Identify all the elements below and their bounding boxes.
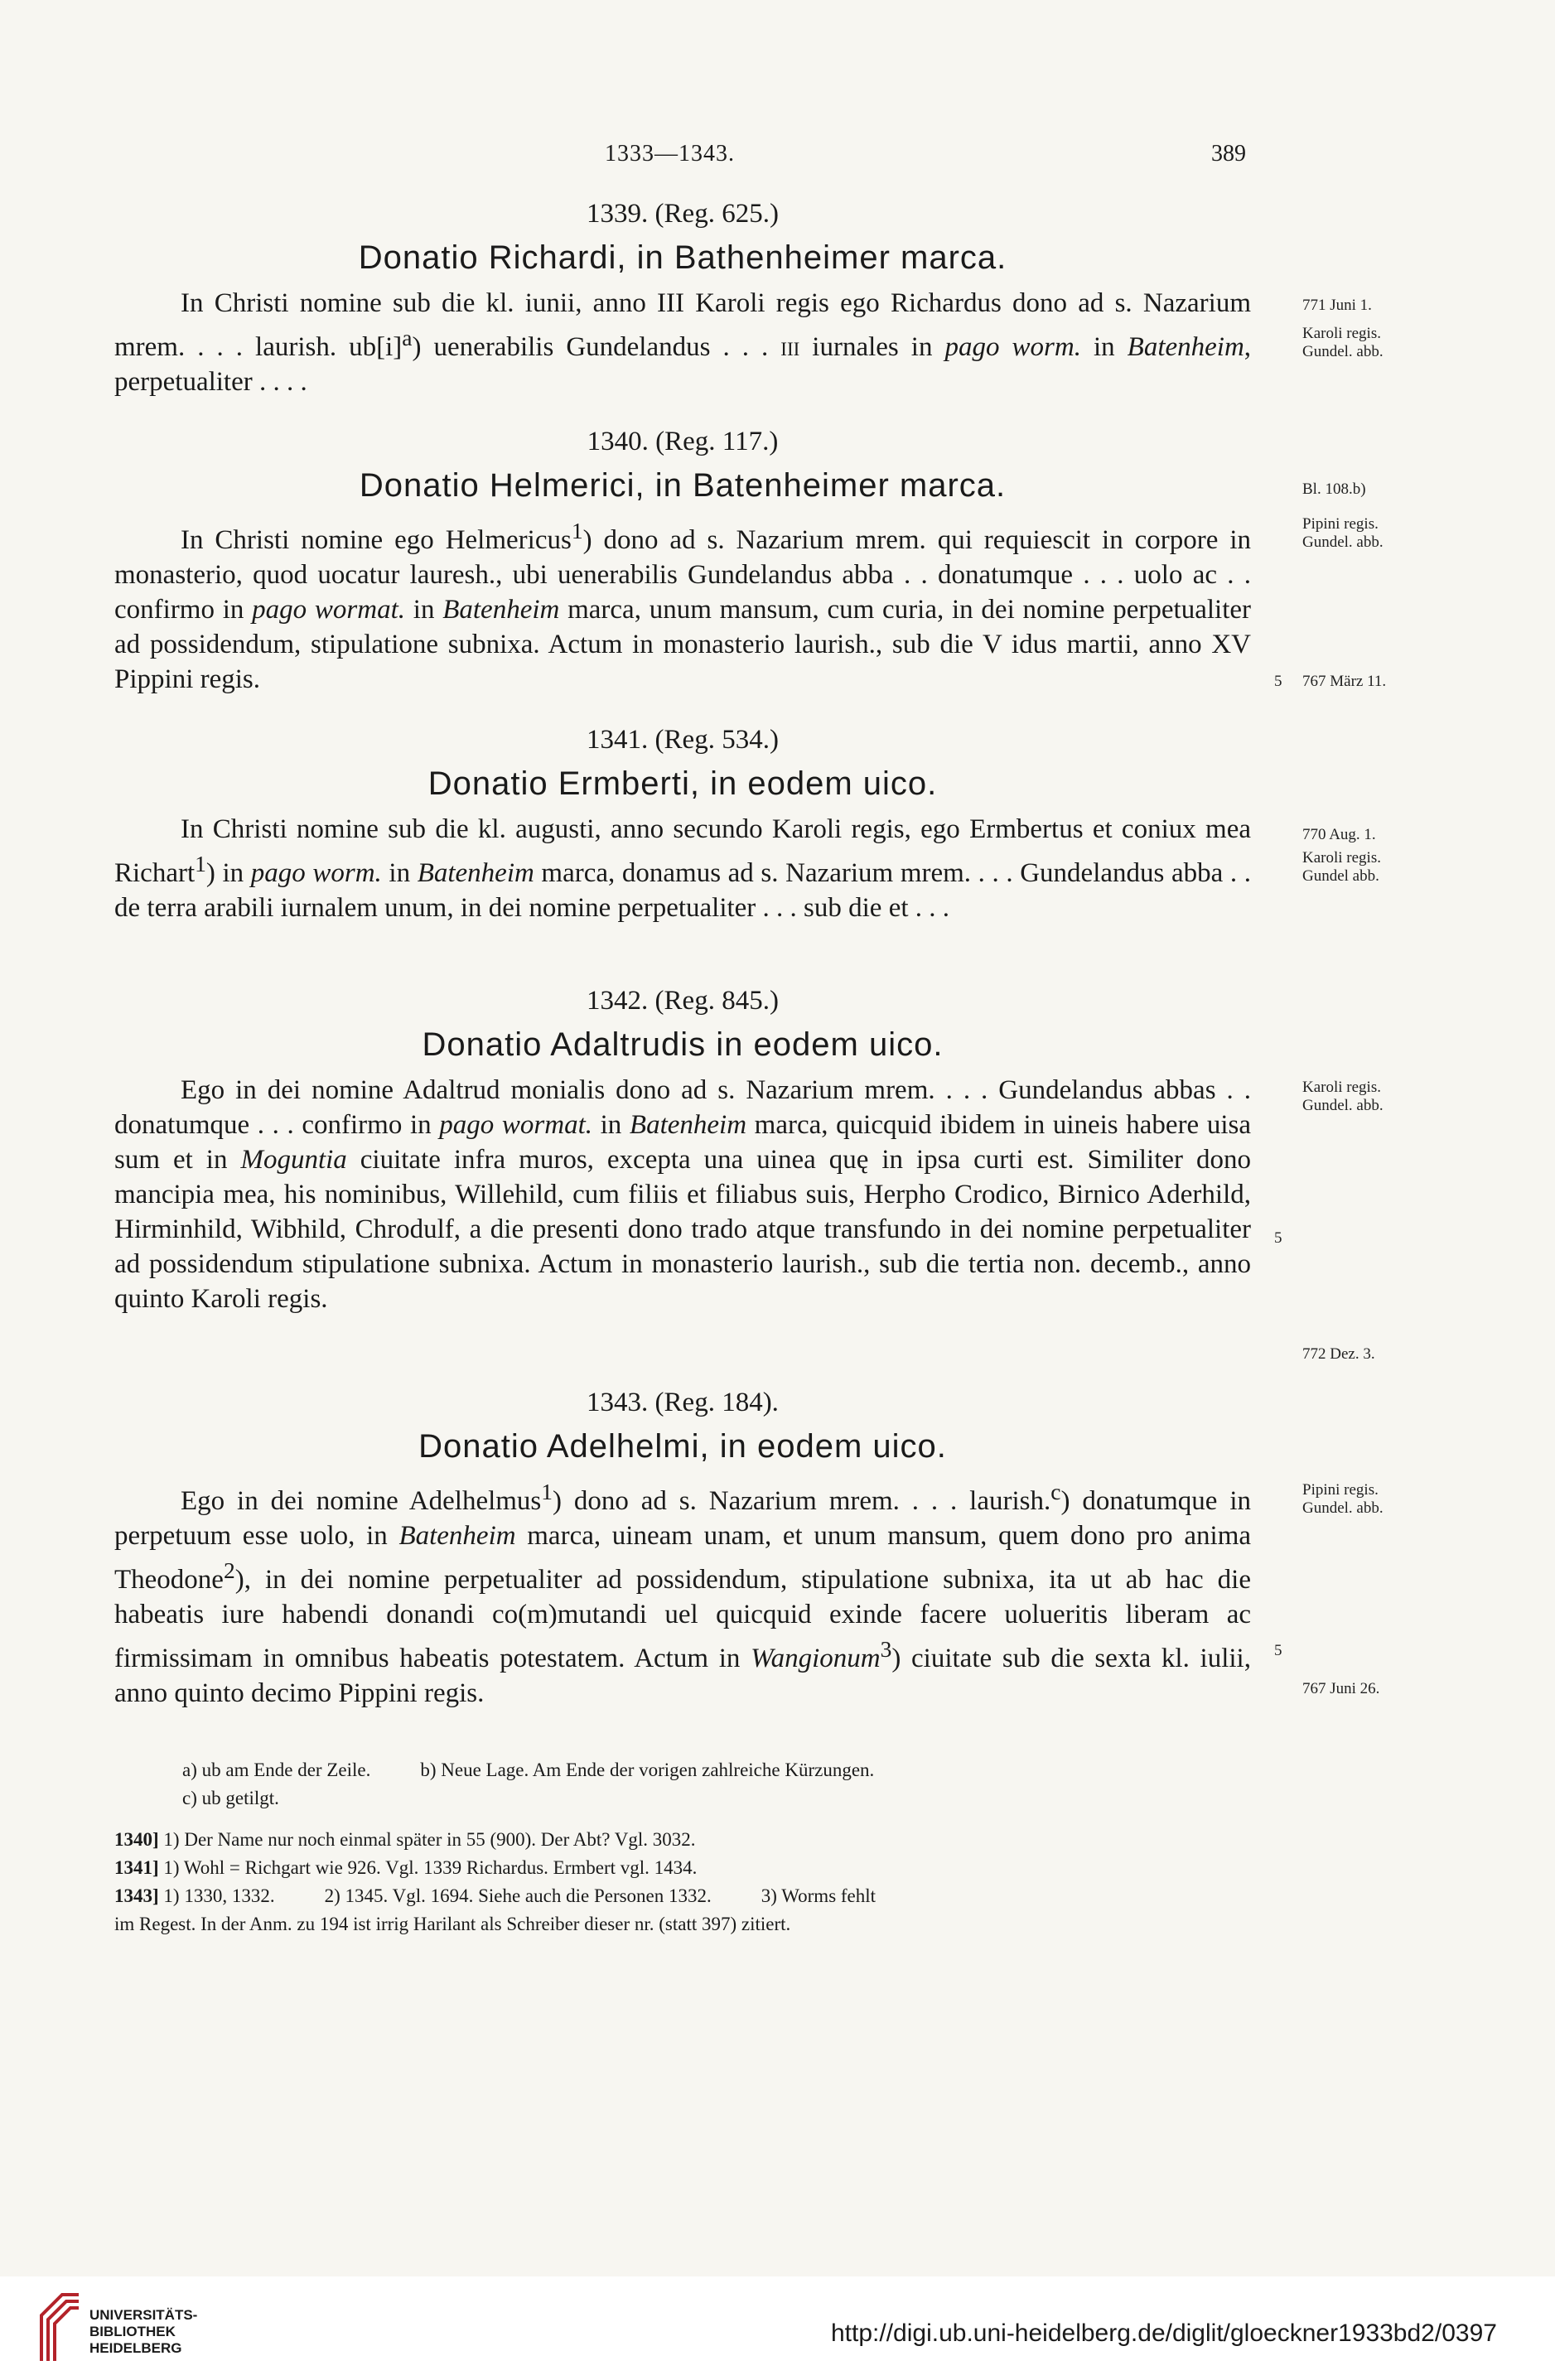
- margin-note: Karoli regis. Gundel abb.: [1302, 849, 1381, 885]
- line-number: 5: [1274, 1229, 1282, 1247]
- entry-number: 1340. (Reg. 117.): [587, 427, 779, 456]
- footnote-1341: 1) Wohl = Richgart wie 926. Vgl. 1339 Richardus. Ermbert vgl. 1434.: [163, 1857, 698, 1878]
- page-number: 389: [1211, 141, 1246, 167]
- library-logo-icon: [33, 2286, 83, 2369]
- footnote-ref: 1341]: [114, 1857, 159, 1878]
- footnote-1343-2: 2) 1345. Vgl. 1694. Siehe auch die Personen 1332.: [324, 1885, 712, 1906]
- footnotes: [114, 1756, 1251, 1938]
- running-head: [0, 141, 1555, 174]
- footnote-row: [114, 1826, 1251, 1854]
- footnote-b: b) Neue Lage. Am Ende der vorigen zahlreiche Kürzungen.: [420, 1760, 875, 1780]
- margin-date: 772 Dez. 3.: [1302, 1345, 1375, 1363]
- entry-title: Donatio Helmerici, in Batenheimer marca.: [359, 467, 1007, 504]
- footnote-row: [114, 1882, 1251, 1910]
- footnote-1343-3: 3) Worms fehlt: [761, 1885, 876, 1906]
- entry-1342: [114, 982, 1251, 1316]
- line-number: 5: [1274, 1642, 1282, 1659]
- margin-note: Pipini regis. Gundel. abb.: [1302, 1481, 1384, 1517]
- footnote-row: [114, 1784, 1251, 1813]
- entry-body: In Christi nomine sub die kl. augusti, anno secundo Karoli regis, ego Ermbertus et coniux mea Richart$^1$) in pago worm. in Batenheim marca, donamus ad s. Nazarium mrem. . . . Gundelandus abba . . de terra arabili iurnalem unum, in dei nomine perpetualiter . . . sub die et . . .: [114, 814, 1251, 923]
- margin-date: 771 Juni 1.: [1302, 297, 1372, 314]
- library-name-line: HEIDELBERG: [89, 2340, 182, 2356]
- entry-body: Ego in dei nomine Adaltrud monialis dono ad s. Nazarium mrem. . . . Gundelandus abbas . . donatumque . . . confirmo in pago wormat. in Batenheim marca, quicquid ibidem in uineis habere uisa sum et in Moguntia ciuitate infra muros, excepta una uinea quę in ipsa curti est. Similiter dono mancipia mea, his nominibus, Willehild, cum filiis et filiabus suis, Herpho Crodico, Birnico Aderhild, Hirminhild, Wibhild, Chrodulf, a die presenti dono trado atque transfundo in dei nomine perpetualiter ad possidendum stipulatione subnixa. Actum in monasterio laurish., sub die tertia non. decemb., anno quinto Karoli regis.: [114, 1075, 1251, 1314]
- margin-date: 767 März 11.: [1302, 673, 1387, 690]
- entry-title: Donatio Ermberti, in eodem uico.: [427, 765, 938, 802]
- entry-body: In Christi nomine sub die kl. iunii, anno III Karoli regis ego Richardus dono ad s. Nazarium mrem. . . . laurish. $ub[i]^a$) uenerabilis Gundelandus . . . iii iurnales in pago worm. in Batenheim, perpetualiter . . . .: [114, 288, 1252, 397]
- footnote-row: [114, 1910, 1251, 1938]
- entry-number: 1343. (Reg. 184).: [587, 1388, 779, 1417]
- library-name-line: BIBLIOTHEK: [89, 2324, 176, 2339]
- margin-note: Pipini regis. Gundel. abb.: [1302, 515, 1384, 551]
- entry-title: Donatio Adaltrudis in eodem uico.: [422, 1026, 944, 1063]
- margin-note: Karoli regis. Gundel. abb.: [1302, 1079, 1384, 1114]
- running-head-range: 1333—1343.: [605, 141, 735, 167]
- margin-date: 767 Juni 26.: [1302, 1680, 1380, 1697]
- entry-1341: [114, 721, 1251, 925]
- entry-number: 1342. (Reg. 845.): [587, 986, 779, 1016]
- margin-note: Karoli regis. Gundel. abb.: [1302, 325, 1384, 360]
- entry-1339: [114, 195, 1251, 399]
- margin-date: 770 Aug. 1.: [1302, 826, 1376, 843]
- footnote-1343-1: 1) 1330, 1332.: [163, 1885, 275, 1906]
- library-name: [89, 2307, 197, 2357]
- footnote-1340: 1) Der Name nur noch einmal später in 55 (900). Der Abt? Vgl. 3032.: [163, 1829, 696, 1850]
- entry-title: Donatio Adelhelmi, in eodem uico.: [418, 1428, 947, 1465]
- margin-sheet-mark: Bl. 108.b): [1302, 480, 1366, 498]
- entry-1343: [114, 1383, 1251, 1711]
- footnote-ref: 1343]: [114, 1885, 159, 1906]
- footnote-ref: 1340]: [114, 1829, 159, 1850]
- footnote-a: a) ub am Ende der Zeile.: [182, 1760, 371, 1780]
- library-name-line: UNIVERSITÄTS-: [89, 2307, 198, 2323]
- footnote-c: c) ub getilgt.: [182, 1788, 279, 1808]
- source-url-link[interactable]: http://digi.ub.uni-heidelberg.de/diglit/gloeckner1933bd2/0397: [831, 2320, 1497, 2347]
- footnote-row: [114, 1756, 1251, 1784]
- entry-1340: [114, 422, 1251, 697]
- entry-body: Ego in dei nomine Adelhelmus$^1$) dono ad s. Nazarium mrem. . . . laurish.$^c$) donatumque in perpetuum esse uolo, in Batenheim marca, uineam unam, et unum mansum, quem dono pro anima Theodone$^2$), in dei nomine perpetualiter ad possidendum, stipulatione subnixa, ita ut ab hac die habeatis iure habendi donandi co(m)mutandi uel quicquid exinde facere uolueritis liberam ac firmissimam in omnibus habeatis potestatem. Actum in Wangionum$^3$) ciuitate sub die sexta kl. iulii, anno quinto decimo Pippini regis.: [114, 1479, 1252, 1708]
- line-number: 5: [1274, 673, 1282, 690]
- logo-strokes: [41, 2295, 79, 2361]
- entry-title: Donatio Richardi, in Bathenheimer marca.: [358, 239, 1007, 276]
- entry-number: 1339. (Reg. 625.): [587, 199, 779, 229]
- entry-number: 1341. (Reg. 534.): [587, 725, 779, 755]
- entry-body: In Christi nomine ego Helmericus$^1$) dono ad s. Nazarium mrem. qui requiescit in corpore in monasterio, quod uocatur lauresh., ubi uenerabilis Gundelandus abba . . donatumque . . . uolo ac . . confirmo in pago wormat. in Batenheim marca, unum mansum, cum curia, in dei nomine perpetualiter ad possidendum, stipulatione subnixa. Actum in monasterio laurish., sub die V idus martii, anno XV Pippini regis.: [114, 518, 1251, 694]
- footnote-1343-continued: im Regest. In der Anm. zu 194 ist irrig Harilant als Schreiber dieser nr. (statt 397) zitiert.: [114, 1914, 791, 1934]
- footnote-row: [114, 1854, 1251, 1882]
